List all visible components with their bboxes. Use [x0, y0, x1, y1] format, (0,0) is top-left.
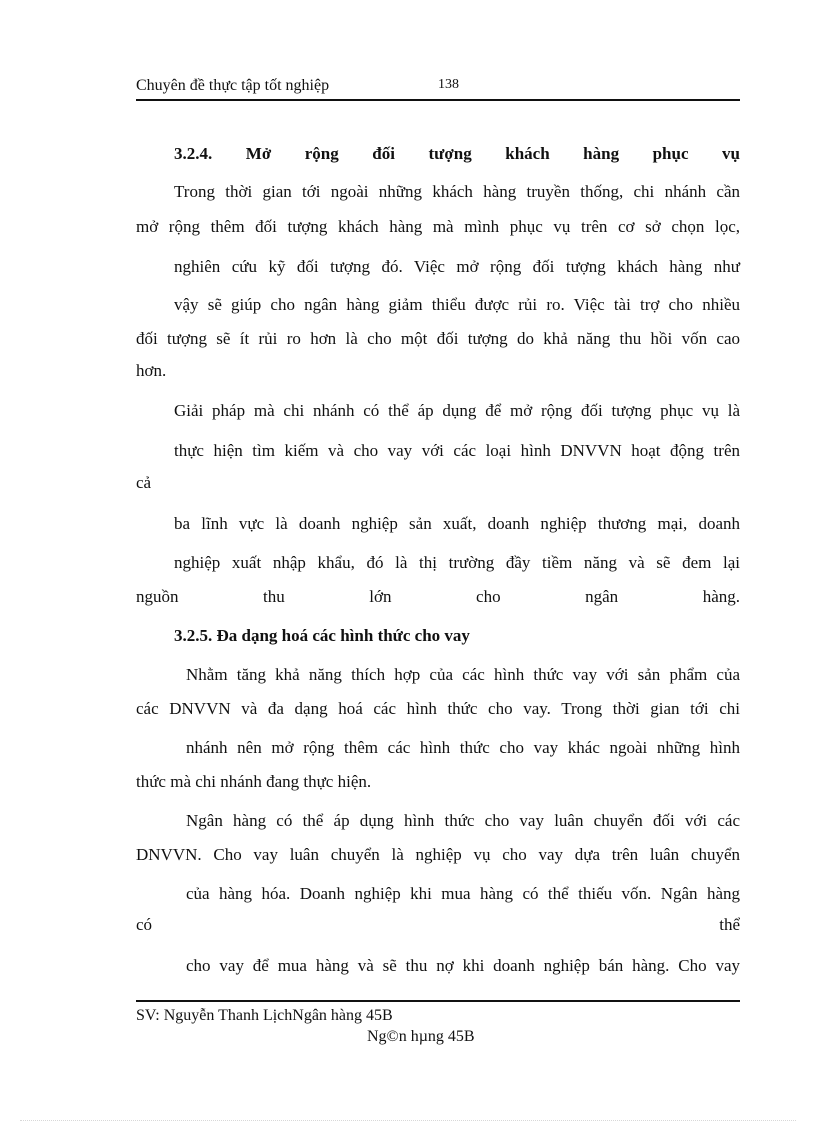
paragraph-line: Ngân hàng có thể áp dụng hình thức cho vay luân chuyển đối với các	[186, 811, 740, 830]
footer-author: SV: Nguyễn Thanh LịchNgân hàng 45B	[136, 1007, 393, 1024]
paragraph-line: đối tượng sẽ ít rủi ro hơn là cho một đối tượng do khả năng thu hồi vốn cao	[136, 329, 740, 348]
header-rule	[136, 99, 740, 101]
page-bottom-edge	[20, 1120, 796, 1121]
paragraph-line: thực hiện tìm kiếm và cho vay với các loại hình DNVVN hoạt động trên	[174, 441, 740, 460]
paragraph-line: nghiên cứu kỹ đối tượng đó. Việc mở rộng đối tượng khách hàng như	[174, 257, 740, 276]
paragraph-line: cả	[136, 473, 152, 492]
header-title: Chuyên đề thực tập tốt nghiệp	[136, 77, 330, 94]
paragraph-line: vậy sẽ giúp cho ngân hàng giảm thiểu được rủi ro. Việc tài trợ cho nhiều	[174, 295, 740, 314]
paragraph-line: ba lĩnh vực là doanh nghiệp sản xuất, doanh nghiệp thương mại, doanh	[174, 514, 740, 533]
paragraph-line: nghiệp xuất nhập khẩu, đó là thị trường đầy tiềm năng và sẽ đem lại	[174, 553, 740, 572]
paragraph-line: các DNVVN và đa dạng hoá các hình thức cho vay. Trong thời gian tới chi	[136, 699, 740, 718]
footer-rule	[136, 1000, 740, 1002]
paragraph-line: Trong thời gian tới ngoài những khách hàng truyền thống, chi nhánh cần	[174, 182, 740, 201]
paragraph-line: có thể	[136, 915, 740, 934]
page-number: 138	[438, 77, 459, 92]
paragraph-line: mở rộng thêm đối tượng khách hàng mà mình phục vụ trên cơ sở chọn lọc,	[136, 217, 740, 236]
section-heading-3-2-4: 3.2.4. Mở rộng đối tượng khách hàng phục vụ	[174, 144, 740, 163]
paragraph-line: thức mà chi nhánh đang thực hiện.	[136, 772, 372, 791]
paragraph-line: nguồn thu lớn cho ngân hàng.	[136, 587, 740, 606]
paragraph-line: của hàng hóa. Doanh nghiệp khi mua hàng có thể thiếu vốn. Ngân hàng	[186, 884, 740, 903]
paragraph-line: cho vay để mua hàng và sẽ thu nợ khi doanh nghiệp bán hàng. Cho vay	[186, 956, 740, 975]
paragraph-line: Giải pháp mà chi nhánh có thể áp dụng để mở rộng đối tượng phục vụ là	[174, 401, 740, 420]
section-heading-3-2-5: 3.2.5. Đa dạng hoá các hình thức cho vay	[174, 626, 470, 645]
paragraph-line: nhánh nên mở rộng thêm các hình thức cho vay khác ngoài những hình	[186, 738, 740, 757]
paragraph-line: hơn.	[136, 361, 167, 380]
footer-class: Ng©n hµng 45B	[367, 1028, 475, 1045]
paragraph-line: DNVVN. Cho vay luân chuyển là nghiệp vụ cho vay dựa trên luân chuyển	[136, 845, 740, 864]
paragraph-line: Nhằm tăng khả năng thích hợp của các hình thức vay với sản phẩm của	[186, 665, 740, 684]
